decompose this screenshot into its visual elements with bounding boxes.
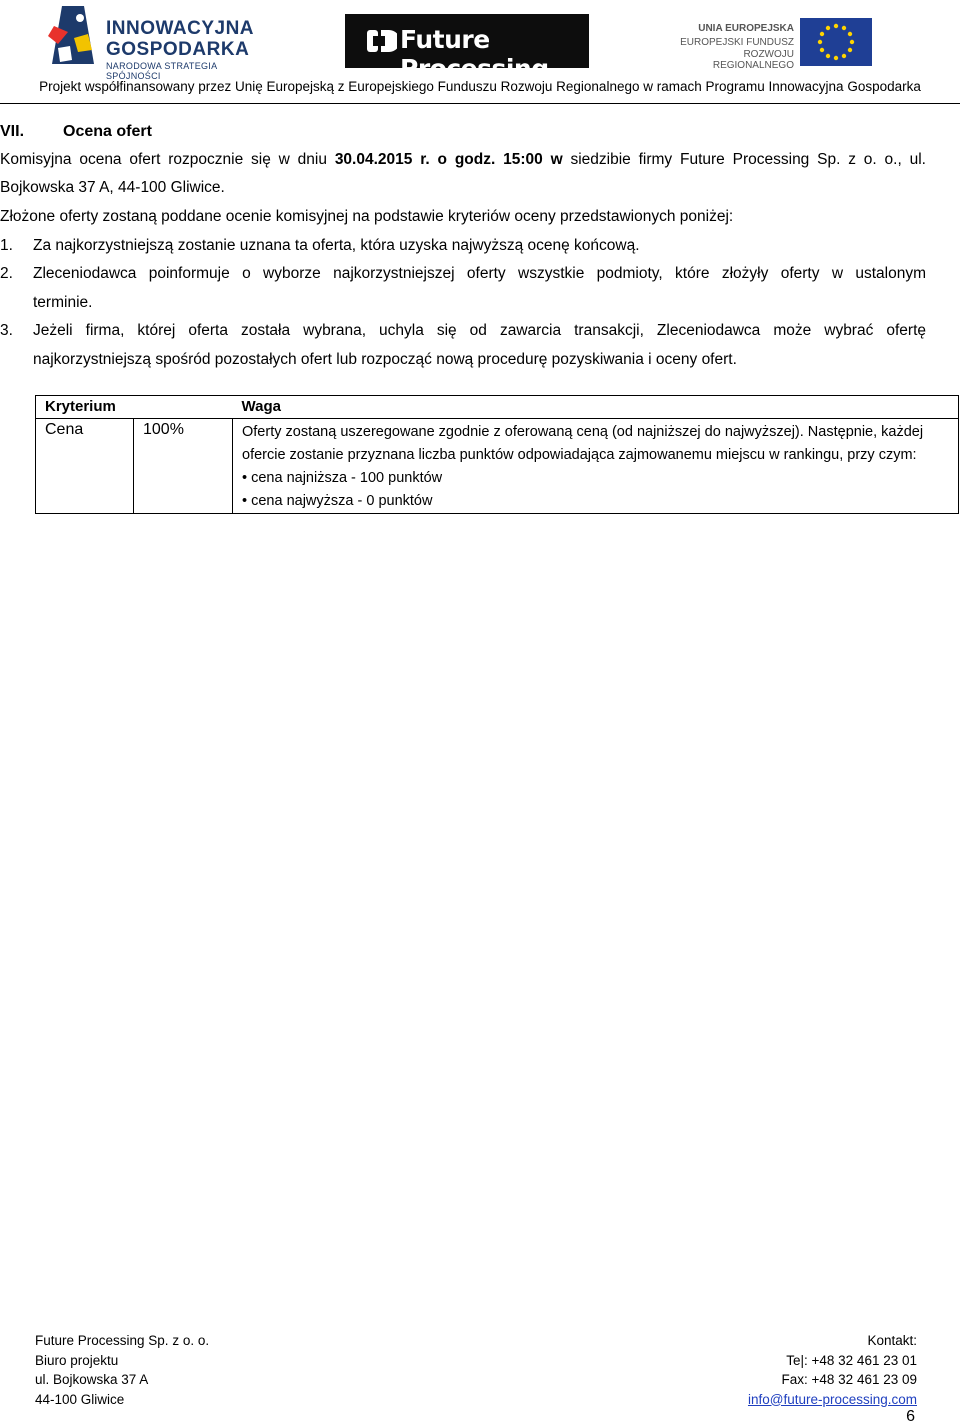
list-item-2-cont: terminie. bbox=[33, 294, 93, 311]
description-line-1: Oferty zostaną uszeregowane zgodnie z oferowaną ceną (od najniższej do najwyższej). Następnie, każdej bbox=[242, 424, 924, 440]
future-processing-logo bbox=[345, 14, 589, 83]
list-item-text: Za najkorzystniejszą zostanie uznana ta oferta, która uzyska najwyższą ocenę końcową. bbox=[33, 237, 640, 254]
intro-line-3: Złożone oferty zostaną poddane ocenie komisyjnej na podstawie kryteriów oceny przedstawionych poniżej: bbox=[0, 208, 734, 225]
footer-email-link[interactable]: info@future-processing.com bbox=[747, 1391, 917, 1407]
list-item-text: Zleceniodawca poinformuje o wyborze najkorzystniejszej oferty wszystkie podmioty, które złożyły oferty w ustalonym bbox=[33, 265, 926, 282]
bullet-lowest-price: • cena najniższa - 100 punktów bbox=[242, 470, 443, 486]
header-divider bbox=[0, 103, 960, 104]
fp-mark-icon bbox=[367, 28, 397, 54]
list-item-number: 2. bbox=[0, 265, 13, 282]
header-weight: Waga bbox=[233, 396, 959, 419]
intro-text-a: Komisyjna ocena ofert rozpocznie się w dniu bbox=[0, 151, 335, 168]
eu-logo-line2: EUROPEJSKI FUNDUSZ bbox=[680, 37, 794, 48]
eu-logo-line3: ROZWOJU REGIONALNEGO bbox=[712, 49, 794, 71]
intro-line-2: Bojkowska 37 A, 44-100 Gliwice. bbox=[0, 179, 225, 196]
footer-address bbox=[35, 1331, 209, 1409]
ig-logo-line1: INNOWACYJNA bbox=[106, 18, 255, 39]
footer-contact-label: Kontakt: bbox=[867, 1333, 917, 1348]
innowacyjna-gospodarka-logo bbox=[44, 4, 274, 81]
bullet-highest-price: • cena najwyższa - 0 punktów bbox=[242, 493, 433, 509]
footer-street: ul. Bojkowska 37 A bbox=[35, 1372, 149, 1387]
footer-company: Future Processing Sp. z o. o. bbox=[35, 1333, 210, 1348]
footer-tel: Te|: +48 32 461 23 01 bbox=[786, 1352, 917, 1368]
ig-emblem-icon bbox=[44, 4, 104, 70]
weight-cell: 100% bbox=[134, 419, 233, 514]
intro-line-1 bbox=[0, 151, 926, 169]
list-item-3-cont: najkorzystniejszą spośród pozostałych ofert lub rozpocząć nową procedurę pozyskiwania i oceny ofert. bbox=[33, 351, 737, 368]
fp-logo-text: Future Processing bbox=[400, 25, 549, 83]
eu-logo-line1: UNIA EUROPEJSKA bbox=[698, 23, 794, 34]
criteria-table bbox=[35, 395, 959, 514]
eu-logo bbox=[670, 16, 876, 71]
list-item-text: Jeżeli firma, której oferta została wybrana, uchyla się od zawarcia transakcji, Zleceniodawca może wybrać ofertę bbox=[33, 322, 926, 339]
list-item-number: 3. bbox=[0, 322, 13, 339]
section-number: VII. bbox=[0, 123, 25, 140]
intro-date-time: 30.04.2015 r. o godz. 15:00 w bbox=[334, 151, 563, 168]
footer-city: 44-100 Gliwice bbox=[35, 1391, 125, 1407]
section-title: Ocena ofert bbox=[63, 123, 152, 140]
footer-fax: Fax: +48 32 461 23 09 bbox=[781, 1372, 917, 1387]
intro-text-c: siedzibie firmy Future Processing Sp. z o. o., ul. bbox=[562, 151, 926, 168]
page-number: 6 bbox=[906, 1408, 915, 1425]
description-line-2: ofercie zostanie przyznana liczba punktów odpowiadająca zajmowanemu miejscu w rankingu, przy czym: bbox=[242, 447, 917, 463]
criterion-cell: Cena bbox=[36, 419, 134, 514]
footer-contact bbox=[748, 1331, 917, 1409]
ig-logo-line3: NARODOWA STRATEGIA SPÓJNOŚCI bbox=[106, 61, 217, 81]
list-item-number: 1. bbox=[0, 237, 13, 254]
project-cofinancing-note: Projekt współfinansowany przez Unię Europejską z Europejskiego Funduszu Rozwoju Regionalnego w ramach Programu Innowacyjna Gospodarka bbox=[39, 79, 921, 94]
header-criterion: Kryterium bbox=[36, 396, 233, 419]
footer-office: Biuro projektu bbox=[35, 1352, 119, 1368]
table-header-row bbox=[36, 396, 959, 419]
eu-flag-icon bbox=[800, 18, 872, 66]
description-cell bbox=[233, 419, 959, 514]
ig-logo-line2: GOSPODARKA bbox=[106, 39, 250, 60]
table-row bbox=[36, 419, 959, 514]
